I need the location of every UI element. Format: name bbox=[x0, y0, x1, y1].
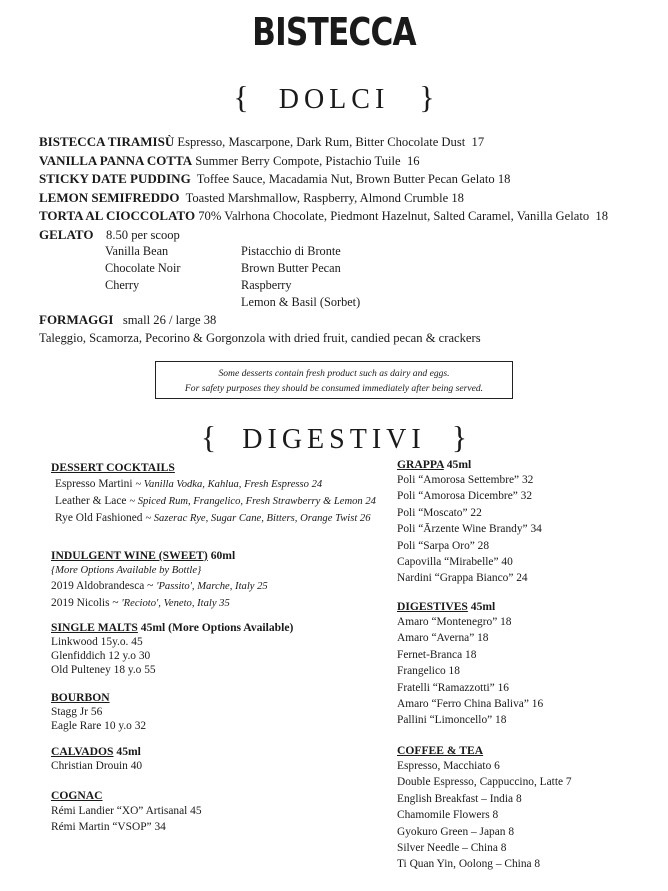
formaggi-name: FORMAGGI bbox=[39, 312, 114, 327]
close-brace: } bbox=[419, 79, 435, 115]
dessert-cocktails-group bbox=[51, 460, 391, 548]
single-malts-group bbox=[51, 620, 391, 690]
formaggi-desc: Taleggio, Scamorza, Pecorino & Gorgonzola with dried fruit, candied pecan & crackers bbox=[39, 331, 481, 345]
coffee-tea-item: Double Espresso, Cappuccino, Latte 7 bbox=[397, 776, 572, 789]
group-heading: INDULGENT WINE (SWEET) 60ml bbox=[51, 549, 236, 562]
grappa-item: Poli “Amorosa Settembre” 32 bbox=[397, 474, 534, 486]
group-heading: GRAPPA 45ml bbox=[397, 458, 472, 471]
digestivi-right-column bbox=[397, 458, 647, 873]
digestive-item: Fratelli “Ramazzotti” 16 bbox=[397, 681, 509, 694]
group-heading: CALVADOS 45ml bbox=[51, 745, 141, 758]
cocktail-item: Leather & Lace ~ Spiced Rum, Frangelico, Fresh Strawberry & Lemon 24 bbox=[55, 495, 376, 507]
dessert-item bbox=[39, 170, 659, 189]
cognac-item: Rémi Martin “VSOP” 34 bbox=[51, 821, 166, 833]
wine-note: {More Options Available by Bottle} bbox=[51, 565, 202, 576]
dessert-name: VANILLA PANNA COTTA bbox=[39, 152, 193, 168]
indulgent-wine-group bbox=[51, 548, 391, 620]
gelato-flavour: Pistacchio di Bronte bbox=[241, 244, 341, 258]
digestive-item: Pallini “Limoncello” 18 bbox=[397, 714, 507, 727]
gelato-flavour: Brown Butter Pecan bbox=[241, 261, 341, 275]
digestive-item: Amaro “Averna” 18 bbox=[397, 632, 489, 645]
dessert-price: 16 bbox=[406, 153, 420, 168]
dessert-name: STICKY DATE PUDDING bbox=[39, 171, 191, 187]
gelato-name: GELATO bbox=[39, 226, 94, 242]
close-brace: } bbox=[451, 419, 468, 455]
bourbon-item: Eagle Rare 10 y.o 32 bbox=[51, 720, 147, 732]
grappa-group bbox=[397, 458, 647, 599]
digestive-item: Frangelico 18 bbox=[397, 665, 460, 678]
coffee-tea-item: Chamomile Flowers 8 bbox=[397, 809, 499, 822]
dessert-price: 18 bbox=[497, 172, 511, 187]
digestive-item: Amaro “Montenegro” 18 bbox=[397, 616, 512, 628]
digestivi-left-column bbox=[51, 460, 391, 835]
dessert-desc: Toffee Sauce, Macadamia Nut, Brown Butter Pecan Gelato bbox=[196, 172, 495, 187]
group-heading: DIGESTIVES 45ml bbox=[397, 600, 496, 613]
dessert-price: 18 bbox=[595, 209, 609, 224]
notice-line: For safety purposes they should be consumed immediately after being served. bbox=[184, 383, 484, 394]
coffee-tea-item: Espresso, Macchiato 6 bbox=[397, 760, 500, 772]
digestives-group bbox=[397, 599, 647, 744]
dessert-desc: 70% Valrhona Chocolate, Piedmont Hazelnut, Salted Caramel, Vanilla Gelato bbox=[198, 209, 590, 224]
formaggi-header bbox=[39, 311, 216, 329]
brand-title: BISTECCA bbox=[252, 10, 416, 54]
wine-item: 2019 Aldobrandesca ~ 'Passito', Marche, Italy 25 bbox=[51, 580, 268, 592]
gelato-flavour: Vanilla Bean bbox=[105, 244, 169, 258]
dolci-list bbox=[39, 133, 659, 245]
group-heading: DESSERT COCKTAILS bbox=[51, 461, 175, 474]
bourbon-group bbox=[51, 690, 391, 744]
dessert-price: 17 bbox=[471, 135, 485, 149]
coffee-tea-item: Silver Needle – China 8 bbox=[397, 842, 507, 855]
open-brace: { bbox=[233, 79, 249, 115]
cognac-item: Rémi Landier “XO” Artisanal 45 bbox=[51, 805, 202, 817]
gelato-flavour: Chocolate Noir bbox=[105, 261, 181, 275]
gelato-col-right bbox=[241, 243, 401, 311]
open-brace: { bbox=[200, 419, 217, 455]
gelato-flavour: Raspberry bbox=[241, 278, 292, 292]
group-heading: BOURBON bbox=[51, 691, 110, 704]
dessert-desc: Toasted Marshmallow, Raspberry, Almond Crumble bbox=[185, 190, 449, 205]
dessert-desc: Espresso, Mascarpone, Dark Rum, Bitter Chocolate Dust bbox=[177, 135, 466, 149]
wine-item: 2019 Nicolis ~ 'Recioto', Veneto, Italy 35 bbox=[51, 597, 230, 609]
group-heading: COGNAC bbox=[51, 789, 103, 802]
gelato-flavour: Lemon & Basil (Sorbet) bbox=[241, 295, 361, 309]
dessert-item bbox=[39, 189, 659, 208]
dessert-name: TORTA AL CIOCCOLATO bbox=[39, 208, 196, 224]
safety-notice bbox=[155, 361, 513, 399]
dessert-name: BISTECCA TIRAMISÙ bbox=[39, 134, 175, 149]
dessert-name: LEMON SEMIFREDDO bbox=[39, 189, 180, 205]
cocktail-item: Espresso Martini ~ Vanilla Vodka, Kahlua, Fresh Espresso 24 bbox=[55, 478, 323, 490]
calvados-item: Christian Drouin 40 bbox=[51, 760, 143, 772]
coffee-tea-group bbox=[397, 744, 647, 873]
dessert-item bbox=[39, 207, 659, 226]
notice-line: Some desserts contain fresh product such as dairy and eggs. bbox=[218, 368, 450, 379]
digestivi-heading bbox=[0, 419, 668, 456]
grappa-item: Poli “Amorosa Dicembre” 32 bbox=[397, 490, 533, 503]
dolci-heading bbox=[0, 79, 668, 116]
grappa-item: Nardini “Grappa Bianco” 24 bbox=[397, 572, 528, 585]
formaggi-price: small 26 / large 38 bbox=[122, 313, 217, 327]
dessert-item bbox=[39, 152, 659, 171]
grappa-item: Poli “Sarpa Oro” 28 bbox=[397, 539, 490, 552]
grappa-item: Poli “Moscato” 22 bbox=[397, 506, 482, 519]
bourbon-item: Stagg Jr 56 bbox=[51, 706, 103, 718]
cognac-group bbox=[51, 788, 391, 835]
dessert-item bbox=[39, 133, 659, 152]
coffee-tea-item: English Breakfast – India 8 bbox=[397, 792, 522, 805]
gelato-price: 8.50 per scoop bbox=[106, 227, 180, 242]
dolci-title: DOLCI bbox=[278, 84, 390, 115]
group-heading: SINGLE MALTS 45ml (More Options Available) bbox=[51, 621, 294, 634]
group-heading: COFFEE & TEA bbox=[397, 744, 484, 757]
digestivi-title: DIGESTIVI bbox=[242, 424, 426, 455]
digestive-item: Fernet-Branca 18 bbox=[397, 648, 477, 661]
coffee-tea-item: Gyokuro Green – Japan 8 bbox=[397, 825, 515, 838]
grappa-item: Poli “Ārzente Wine Brandy” 34 bbox=[397, 523, 542, 536]
gelato-header bbox=[39, 226, 659, 245]
dessert-desc: Summer Berry Compote, Pistachio Tuile bbox=[195, 153, 401, 168]
grappa-item: Capovilla “Mirabelle” 40 bbox=[397, 556, 513, 569]
cocktail-item: Rye Old Fashioned ~ Sazerac Rye, Sugar Cane, Bitters, Orange Twist 26 bbox=[55, 512, 371, 524]
malt-item: Linkwood 15y.o. 45 bbox=[51, 636, 143, 648]
calvados-group bbox=[51, 744, 391, 788]
digestive-item: Amaro “Ferro China Baliva” 16 bbox=[397, 698, 544, 711]
dessert-price: 18 bbox=[451, 190, 464, 205]
malt-item: Glenfiddich 12 y.o 30 bbox=[51, 650, 151, 662]
malt-item: Old Pulteney 18 y.o 55 bbox=[51, 664, 156, 676]
gelato-flavour: Cherry bbox=[105, 278, 140, 292]
coffee-tea-item: Ti Quan Yin, Oolong – China 8 bbox=[397, 858, 541, 871]
